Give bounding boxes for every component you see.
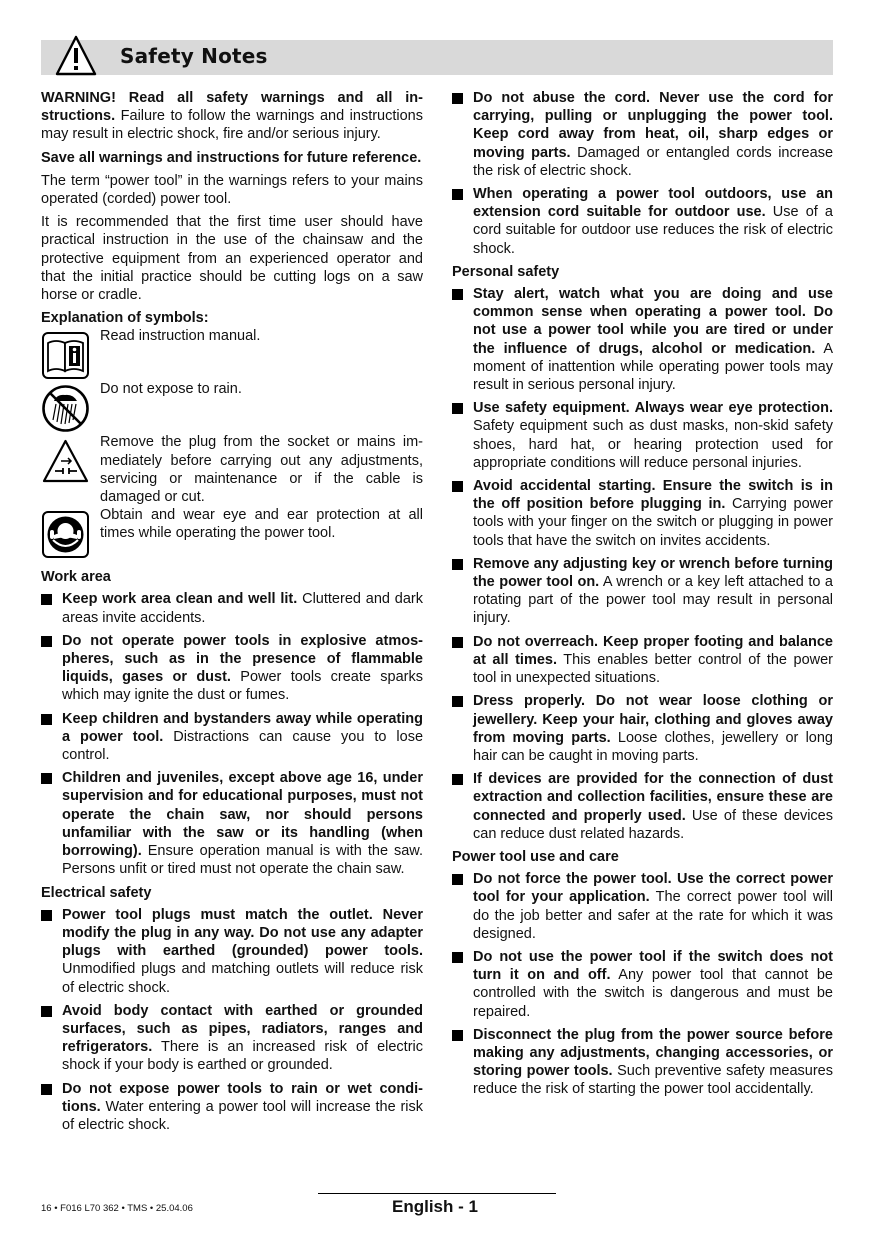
bullet-bold-text: Remove any adjusting key or wrench before turning the power tool on. <box>473 555 833 591</box>
bullet-item <box>41 1080 423 1135</box>
electrical-heading: Electrical safety <box>41 884 152 901</box>
bullet-text: Damaged or entangled cords increase the risk of electric shock. <box>473 144 834 179</box>
bullet-text: Power tools create sparks which may ignite the dust or fumes. <box>62 669 423 704</box>
bullet-item <box>452 633 833 688</box>
bullet-text: Cluttered and dark areas invite accidents. <box>62 591 423 626</box>
page-title: Safety Notes <box>120 44 268 68</box>
bullet-item <box>41 590 423 626</box>
symbol-row <box>41 381 423 433</box>
bullet-item <box>452 948 833 1021</box>
bullet-item <box>452 477 833 550</box>
bullet-bold-text: Avoid accidental starting. Ensure the switch is in the off position before plugging in. <box>473 478 833 513</box>
bullet-item <box>452 185 833 258</box>
bullet-bold-text: Do not expose power tools to rain or wet conditions. <box>62 1080 423 1115</box>
bullet-item <box>452 555 833 628</box>
bullet-text: Water entering a power tool will increase the risk of electric shock. <box>62 1098 423 1133</box>
intro-save: Save all warnings and instructions for future reference. <box>41 149 422 166</box>
work-area-list <box>41 590 423 878</box>
personal-list <box>452 285 833 843</box>
bullet-text: A moment of inattention while operating power tools may result in serious personal injury. <box>473 340 833 394</box>
bullet-square-icon <box>41 773 52 784</box>
bullet-square-icon <box>41 1084 52 1095</box>
symbol-text: Obtain and wear eye and ear protection at all times while operating the power tool. <box>100 507 423 542</box>
bullet-text: There is an increased risk of electric shock if your body is earthed or grounded. <box>62 1039 423 1074</box>
bullet-bold-text: Avoid body contact with earthed or grounded surfaces, such as pipes, radiators, ranges and refrigerators. <box>62 1002 423 1056</box>
bullet-text: Use of these devices can reduce dust related hazards. <box>473 807 833 842</box>
bullet-square-icon <box>452 774 463 785</box>
bullet-bold-text: When operating a power tool outdoors, use an extension cord suitable for outdoor use. <box>473 186 833 221</box>
bullet-bold-text: Do not abuse the cord. Never use the cord for carrying, pulling or unplugging the power tool. Keep cord away from heat, oil, sharp edges or moving parts. <box>473 90 833 161</box>
tool-use-heading: Power tool use and care <box>452 848 619 865</box>
bullet-text: Unmodified plugs and matching outlets will reduce risk of electric shock. <box>62 961 423 996</box>
bullet-square-icon <box>452 559 463 570</box>
bullet-item <box>41 906 423 997</box>
symbol-row <box>41 328 423 380</box>
bullet-item <box>452 89 833 180</box>
intro-term: The term “power tool” in the warnings refers to your mains operated (corded) power tool. <box>41 172 423 208</box>
bullet-square-icon <box>41 594 52 605</box>
electrical-list <box>41 906 423 1134</box>
bullet-bold-text: Power tool plugs must match the outlet. Never modify the plug in any way. Do not use any adapter plugs with earthed (grounded) power tools. <box>62 906 423 960</box>
bullet-text: Ensure operation manual is with the saw. Persons unfit or tired must not operate the chain saw. <box>62 843 423 878</box>
bullet-bold-text: Children and juveniles, except above age 16, under supervision and for educational purposes, must not operate the chain saw, nor should persons unfamiliar with the saw or its handling (when borrowing). <box>62 770 423 860</box>
bullet-square-icon <box>452 481 463 492</box>
bullet-square-icon <box>452 1030 463 1041</box>
left-column <box>41 89 423 1139</box>
bullet-square-icon <box>41 714 52 725</box>
bullet-bold-text: Stay alert, watch what you are doing and use common sense when operating a power tool. Do not use a power tool while you are tired or under the influence of drugs, alcohol or medication. <box>473 286 833 357</box>
bullet-text: Distractions can cause you to lose control. <box>62 728 424 764</box>
bullet-square-icon <box>452 874 463 885</box>
bullet-square-icon <box>41 636 52 647</box>
bullet-bold-text: If devices are provided for the connection of dust extraction and collection facilities, ensure these are connected and properly used. <box>473 771 833 824</box>
intro-warning: WARNING! Read all safety warnings and all instructions. Failure to follow the warnings and instructions may result in electric shock, fire and/or serious injury. <box>41 90 423 143</box>
bullet-item <box>41 632 423 705</box>
symbol-text: Do not expose to rain. <box>100 381 242 398</box>
bullet-bold-text: Keep children and bystanders away while operating a power tool. <box>62 710 423 745</box>
bullet-item <box>452 399 833 472</box>
work-area-heading: Work area <box>41 569 111 586</box>
bullet-square-icon <box>452 696 463 707</box>
bullet-square-icon <box>452 93 463 104</box>
bullet-text: Any power tool that cannot be controlled with the switch is dangerous and must be repaired. <box>473 967 833 1020</box>
bullet-item <box>41 769 423 878</box>
symbol-text: Remove the plug from the socket or mains immediately before carrying out any adjustments, servicing or maintenance or if the cable is damaged or cut. <box>100 434 423 506</box>
bullet-text: Loose clothes, jewellery or long hair can be caught in moving parts. <box>473 729 833 764</box>
tool-use-list <box>452 870 833 1098</box>
bullet-bold-text: Do not operate power tools in explosive atmospheres, such as in the presence of flammable liquids, gases or dust. <box>62 632 423 686</box>
bullet-square-icon <box>41 1006 52 1017</box>
bullet-text: Carrying power tools with your finger on the switch or plugging in power tools that have the switch on invites accidents. <box>473 496 834 549</box>
bullet-item <box>452 870 833 943</box>
symbol-text: Read instruction manual. <box>100 328 261 345</box>
warning-triangle-icon <box>54 34 98 78</box>
eye-ear-protection-icon <box>41 510 90 559</box>
symbol-row <box>41 434 423 506</box>
bullet-bold-text: Dress properly. Do not wear loose clothing or jewellery. Keep your hair, clothing and gloves away from moving parts. <box>473 693 833 746</box>
bullet-text: The correct power tool will do the job better and safer at the rate for which it was designed. <box>473 889 834 942</box>
unplug-warning-icon <box>41 437 90 486</box>
personal-heading: Personal safety <box>452 263 560 280</box>
bullet-square-icon <box>452 403 463 414</box>
bullet-square-icon <box>452 637 463 648</box>
intro-recommend: It is recommended that the first time user should have practical instruction in the use of the chainsaw and the protective equipment from an experienced operator and that the initial practice should be cutting logs on a saw horse or cradle. <box>41 214 423 304</box>
right-column <box>452 89 833 1104</box>
bullet-text: Safety equipment such as dust masks, non-skid safety shoes, hard hat, or hearing protection used for appropriate conditions will reduce personal injuries. <box>473 418 833 471</box>
footer-code: 16 • F016 L70 362 • TMS • 25.04.06 <box>41 1203 193 1214</box>
bullet-square-icon <box>452 952 463 963</box>
read-manual-icon <box>41 331 90 380</box>
bullet-square-icon <box>452 289 463 300</box>
bullet-bold-text: Use safety equipment. Always wear eye protection. <box>473 400 833 417</box>
symbol-row <box>41 507 423 559</box>
bullet-text: Use of a cord suitable for outdoor use reduces the risk of electric shock. <box>473 204 833 257</box>
bullet-item <box>41 710 423 765</box>
bullet-bold-text: Disconnect the plug from the power source before making any adjustments, changing accessories, or storing power tools. <box>473 1026 833 1080</box>
bullet-bold-text: Do not overreach. Keep proper footing and balance at all times. <box>473 633 833 668</box>
bullet-item <box>452 1026 833 1099</box>
electrical-list-continued <box>452 89 833 258</box>
bullet-item <box>452 285 833 394</box>
page-number: English - 1 <box>392 1197 478 1216</box>
symbols-heading: Explanation of symbols: <box>41 310 209 327</box>
bullet-bold-text: Keep work area clean and well lit. <box>62 591 298 608</box>
footer-divider <box>318 1193 556 1194</box>
bullet-bold-text: Do not force the power tool. Use the correct power tool for your application. <box>473 871 833 906</box>
bullet-bold-text: Do not use the power tool if the switch does not turn it on and off. <box>473 948 833 984</box>
bullet-item <box>452 692 833 765</box>
bullet-square-icon <box>41 910 52 921</box>
bullet-square-icon <box>452 189 463 200</box>
bullet-text: This enables better control of the power tool in unexpected situations. <box>473 651 834 687</box>
bullet-text: A wrench or a key left attached to a rotating part of the power tool may result in personal injury. <box>473 574 833 627</box>
no-rain-icon <box>41 384 90 433</box>
bullet-text: Such preventive safety measures reduce the risk of starting the power tool accidentally. <box>473 1063 833 1098</box>
bullet-item <box>452 770 833 843</box>
bullet-item <box>41 1002 423 1075</box>
